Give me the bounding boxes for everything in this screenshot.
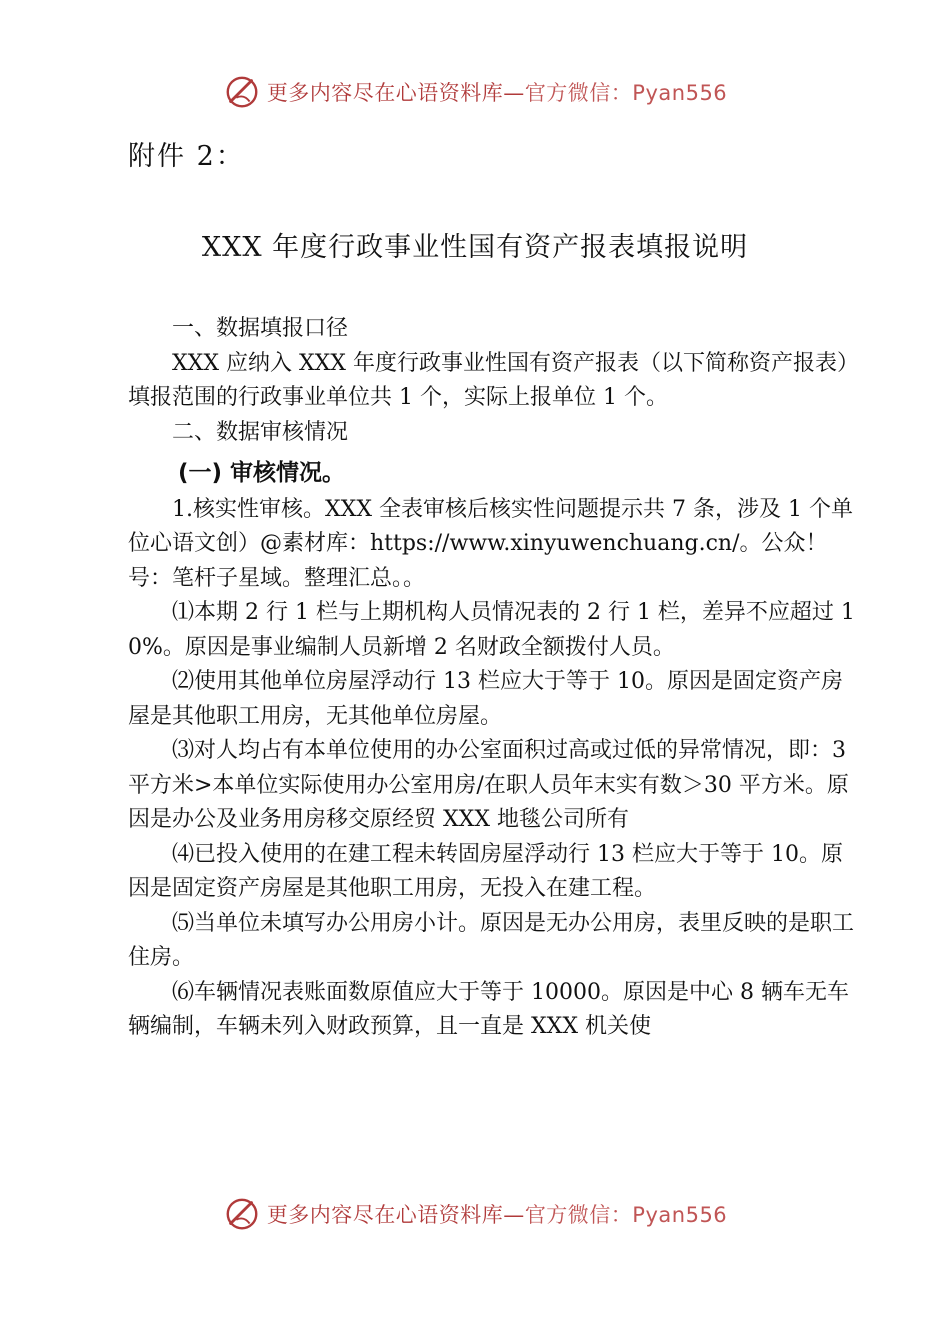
banner-text: 更多内容尽在心语资料库—: [266, 1203, 525, 1227]
header-banner: [0, 70, 950, 114]
document-body: [128, 312, 858, 1045]
attachment-label: 附件 2：: [128, 141, 245, 172]
section-heading-1: 一、数据填报口径: [172, 316, 349, 341]
section-heading-2: 二、数据审核情况: [172, 419, 349, 445]
list-item: ⑹车辆情况表账面数原值应大于等于 10000。原因是中心 8 辆车无车辆编制，车辆未列入财政预算，且一直是 XXX 机关使: [128, 979, 849, 1039]
list-item: ⑸当单位未填写办公用房小计。原因是无办公用房，表里反映的是职工住房。: [128, 910, 855, 970]
banner-text: 更多内容尽在心语资料库—: [266, 81, 525, 105]
banner-wechat: 官方微信：Pyan556: [524, 81, 728, 105]
list-item: ⑴本期 2 行 1 栏与上期机构人员情况表的 2 行 1 栏，差异不应超过 10%。原因是事业编制人员新增 2 名财政全额拨付人员。: [128, 600, 855, 660]
list-item: ⑶对人均占有本单位使用的办公室面积过高或过低的异常情况，即：3 平方米>本单位实际使用办公室用房/在职人员年末实有数＞30 平方米。原因是办公及业务用房移交原经贸 XXX 地毯公司所有: [128, 738, 849, 832]
banner-wechat: 官方微信：Pyan556: [524, 1203, 728, 1227]
paragraph: XXX 应纳入 XXX 年度行政事业性国有资产报表（以下简称资产报表）填报范围的行政事业单位共 1 个，实际上报单位 1 个。: [128, 350, 848, 410]
brush-logo-icon: [223, 1195, 261, 1233]
document-title: XXX 年度行政事业性国有资产报表填报说明: [201, 232, 749, 263]
footer-banner: [0, 1192, 950, 1236]
list-item: ⑷已投入使用的在建工程未转固房屋浮动行 13 栏应大于等于 10。原因是固定资产房屋是其他职工用房，无投入在建工程。: [128, 841, 843, 901]
paragraph: 1.核实性审核。XXX 全表审核后核实性问题提示共 7 条，涉及 1 个单位心语文创）@素材库：https://www.xinyuwenchuang.cn/。公众！号：笔杆子星域。整理汇总。。: [128, 496, 853, 591]
list-item: ⑵使用其他单位房屋浮动行 13 栏应大于等于 10。原因是固定资产房屋是其他职工用房，无其他单位房屋。: [128, 669, 843, 729]
subsection-heading: (一) 审核情况。: [178, 460, 346, 486]
brush-logo-icon: [223, 73, 261, 111]
